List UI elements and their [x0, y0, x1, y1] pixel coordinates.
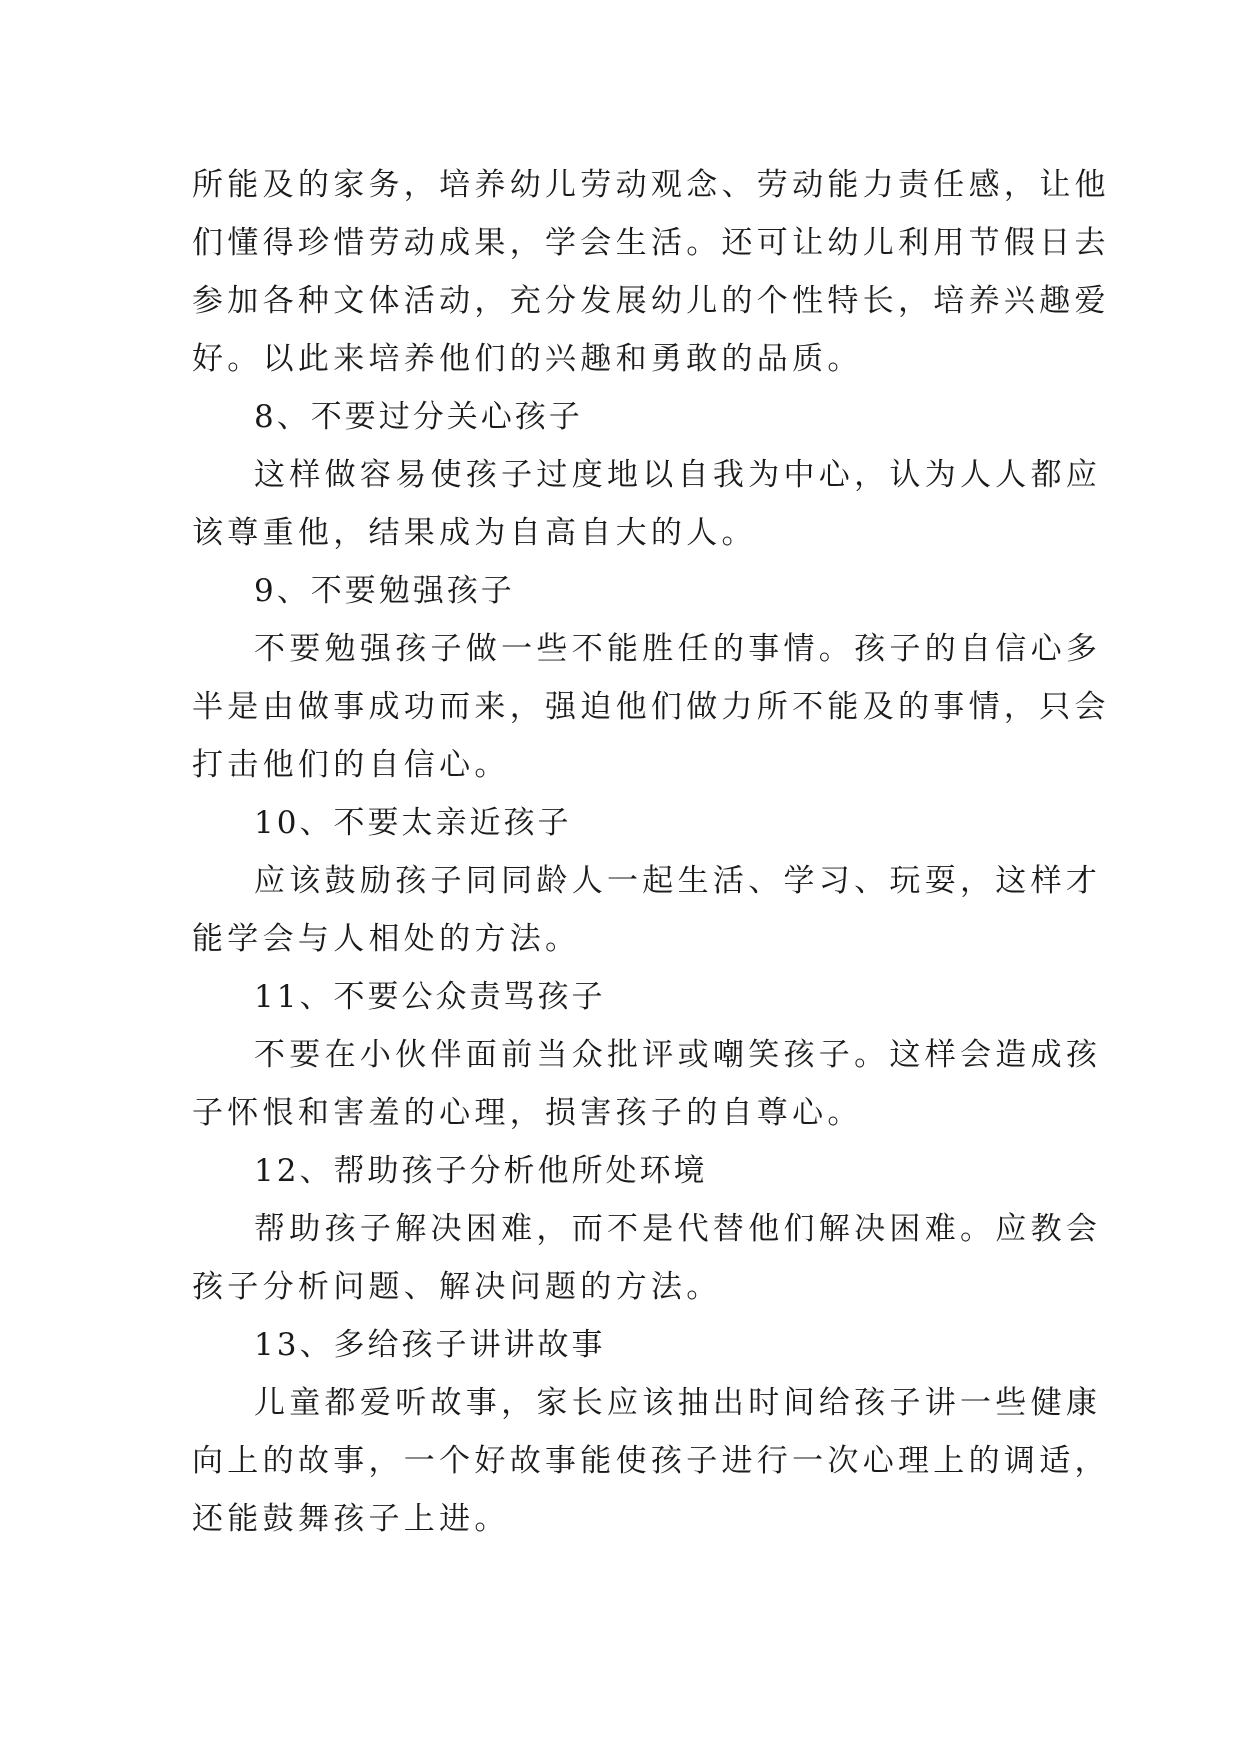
paragraph-line: 这样做容易使孩子过度地以自我为中心，认为人人都应 — [254, 457, 1102, 493]
paragraph-line: 帮助孩子解决困难，而不是代替他们解决困难。应教会 — [254, 1211, 1102, 1247]
paragraph-line: 不要在小伙伴面前当众批评或嘲笑孩子。这样会造成孩 — [254, 1037, 1102, 1073]
paragraph-line: 参加各种文体活动，充分发展幼儿的个性特长，培养兴趣爱 — [192, 283, 1110, 319]
paragraph-line: 该尊重他，结果成为自高自大的人。 — [192, 515, 757, 551]
section-heading: 8、不要过分关心孩子 — [254, 399, 583, 435]
paragraph-line: 所能及的家务，培养幼儿劳动观念、劳动能力责任感，让他 — [192, 167, 1110, 203]
paragraph-line: 子怀恨和害羞的心理，损害孩子的自尊心。 — [192, 1095, 863, 1131]
paragraph-line: 不要勉强孩子做一些不能胜任的事情。孩子的自信心多 — [254, 631, 1102, 667]
paragraph-line: 还能鼓舞孩子上进。 — [192, 1501, 510, 1537]
section-heading: 10、不要太亲近孩子 — [254, 805, 572, 841]
paragraph-line: 儿童都爱听故事，家长应该抽出时间给孩子讲一些健康 — [254, 1385, 1102, 1421]
paragraph-line: 孩子分析问题、解决问题的方法。 — [192, 1269, 722, 1305]
section-heading: 13、多给孩子讲讲故事 — [254, 1327, 606, 1363]
paragraph-line: 能学会与人相处的方法。 — [192, 921, 581, 957]
section-heading: 9、不要勉强孩子 — [254, 573, 515, 609]
paragraph-line: 半是由做事成功而来，强迫他们做力所不能及的事情，只会 — [192, 689, 1110, 725]
paragraph-line: 打击他们的自信心。 — [192, 747, 510, 783]
paragraph-line: 向上的故事，一个好故事能使孩子进行一次心理上的调适， — [192, 1443, 1110, 1479]
section-heading: 11、不要公众责骂孩子 — [254, 979, 606, 1015]
paragraph-line: 好。以此来培养他们的兴趣和勇敢的品质。 — [192, 341, 863, 377]
paragraph-line: 们懂得珍惜劳动成果，学会生活。还可让幼儿利用节假日去 — [192, 225, 1110, 261]
section-heading: 12、帮助孩子分析他所处环境 — [254, 1153, 708, 1189]
paragraph-line: 应该鼓励孩子同同龄人一起生活、学习、玩耍，这样才 — [254, 863, 1102, 899]
